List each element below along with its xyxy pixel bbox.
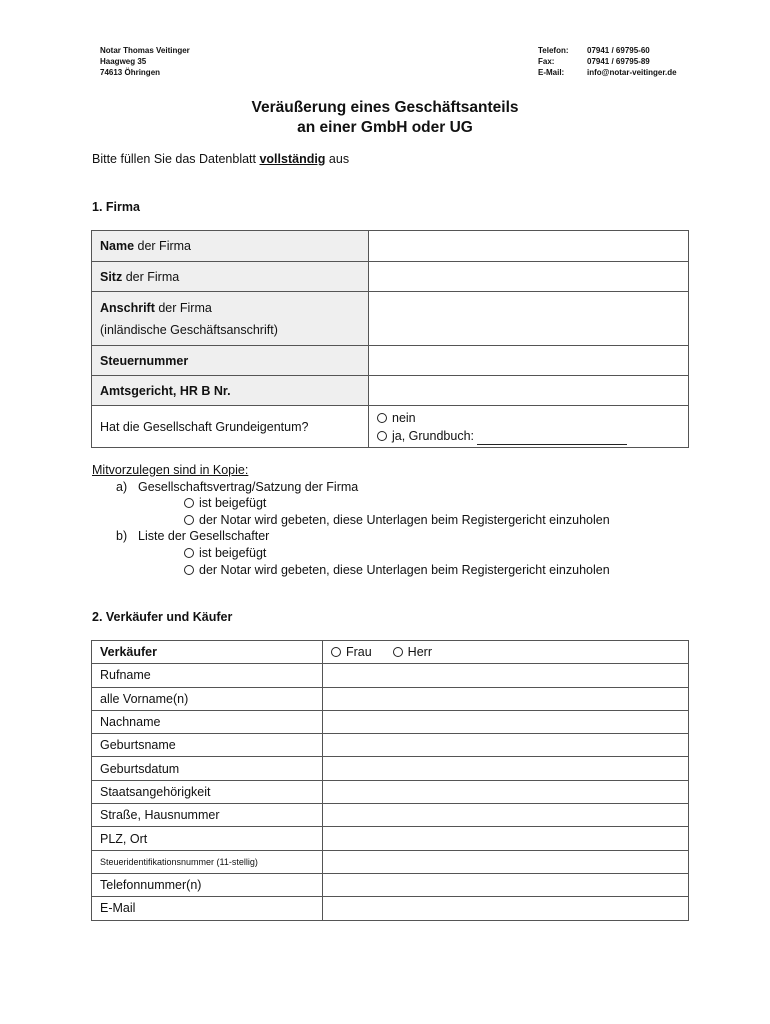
radio-herr[interactable]: Herr <box>393 645 432 659</box>
seller-table <box>91 640 689 921</box>
salutation-options <box>323 641 689 664</box>
table-row <box>92 827 689 850</box>
field-input[interactable] <box>323 827 689 850</box>
table-row <box>92 346 689 376</box>
radio-grund-ja[interactable]: ja, Grundbuch: <box>377 427 680 445</box>
intro-text: Bitte füllen Sie das Datenblatt vollständig aus <box>92 152 350 166</box>
table-row <box>92 641 689 664</box>
firma-steuernummer-label: Steuernummer <box>92 346 369 376</box>
radio-circle-icon[interactable] <box>184 515 194 525</box>
table-row <box>92 897 689 920</box>
firma-amtsgericht-field[interactable] <box>369 376 689 406</box>
grundbuch-blank-line[interactable] <box>477 433 627 445</box>
field-input[interactable] <box>323 804 689 827</box>
field-input[interactable] <box>323 710 689 733</box>
contact-phone: Telefon: 07941 / 69795-60 <box>538 46 650 55</box>
radio-circle-icon[interactable] <box>184 565 194 575</box>
firma-name-field[interactable] <box>369 231 689 262</box>
firma-sitz-label: Sitz der Firma <box>92 262 369 292</box>
radio-grund-nein[interactable]: nein <box>377 409 680 427</box>
table-row <box>92 664 689 687</box>
field-label: E-Mail <box>92 897 323 920</box>
field-input[interactable] <box>323 897 689 920</box>
field-label: Geburtsname <box>92 734 323 757</box>
table-row <box>92 734 689 757</box>
radio-frau[interactable]: Frau <box>331 645 372 659</box>
table-row <box>92 262 689 292</box>
firma-steuernummer-field[interactable] <box>369 346 689 376</box>
radio-a-notar[interactable]: der Notar wird gebeten, diese Unterlagen beim Registergericht einzuholen <box>92 512 610 529</box>
field-label: Staatsangehörigkeit <box>92 780 323 803</box>
field-input[interactable] <box>323 664 689 687</box>
notary-address <box>100 45 190 78</box>
field-input[interactable] <box>323 757 689 780</box>
field-label: Steueridentifikationsnummer (11-stellig) <box>92 850 323 873</box>
radio-b-attached[interactable]: ist beigefügt <box>92 545 610 562</box>
page-title: Veräußerung eines Geschäftsanteils <box>251 99 519 116</box>
contact-fax: Fax: 07941 / 69795-89 <box>538 57 650 66</box>
list-item: a) Gesellschaftsvertrag/Satzung der Firma <box>116 479 359 494</box>
table-row <box>92 780 689 803</box>
section-heading-parties: 2. Verkäufer und Käufer <box>92 610 233 624</box>
notary-city: 74613 Öhringen <box>100 68 161 77</box>
field-label: Telefonnummer(n) <box>92 873 323 896</box>
firma-grundeigentum-options <box>369 406 689 448</box>
list-item: b) Liste der Gesellschafter <box>116 529 270 544</box>
table-row <box>92 292 689 346</box>
table-row <box>92 406 689 448</box>
field-label: Geburtsdatum <box>92 757 323 780</box>
field-input[interactable] <box>323 780 689 803</box>
radio-circle-icon[interactable] <box>184 498 194 508</box>
page-subtitle: an einer GmbH oder UG <box>297 119 473 136</box>
firma-anschrift-label: Anschrift der Firma (inländische Geschäftsanschrift) <box>92 292 369 346</box>
radio-circle-icon[interactable] <box>393 647 403 657</box>
field-label: Rufname <box>92 664 323 687</box>
field-input[interactable] <box>323 850 689 873</box>
firma-amtsgericht-label: Amtsgericht, HR B Nr. <box>92 376 369 406</box>
field-label: Straße, Hausnummer <box>92 804 323 827</box>
radio-circle-icon[interactable] <box>377 413 387 423</box>
notary-contact <box>538 45 677 78</box>
radio-b-notar[interactable]: der Notar wird gebeten, diese Unterlagen beim Registergericht einzuholen <box>92 562 610 579</box>
firma-grundeigentum-label: Hat die Gesellschaft Grundeigentum? <box>92 406 369 448</box>
seller-label: Verkäufer <box>92 641 323 664</box>
field-input[interactable] <box>323 873 689 896</box>
radio-a-attached[interactable]: ist beigefügt <box>92 495 610 512</box>
intro-emphasis: vollständig <box>259 152 326 166</box>
field-label: alle Vorname(n) <box>92 687 323 710</box>
notary-street: Haagweg 35 <box>100 57 147 66</box>
kopie-heading: Mitvorzulegen sind in Kopie: <box>92 463 249 477</box>
table-row <box>92 873 689 896</box>
field-label: PLZ, Ort <box>92 827 323 850</box>
field-label: Nachname <box>92 710 323 733</box>
table-row <box>92 850 689 873</box>
radio-circle-icon[interactable] <box>377 431 387 441</box>
firma-name-label: Name der Firma <box>92 231 369 262</box>
contact-email: E-Mail: info@notar-veitinger.de <box>538 68 677 77</box>
firma-sitz-field[interactable] <box>369 262 689 292</box>
table-row <box>92 231 689 262</box>
firma-table <box>91 230 689 448</box>
radio-circle-icon[interactable] <box>331 647 341 657</box>
field-input[interactable] <box>323 734 689 757</box>
table-row <box>92 757 689 780</box>
notary-name: Notar Thomas Veitinger <box>100 46 190 55</box>
kopie-list <box>92 462 610 578</box>
table-row <box>92 687 689 710</box>
radio-circle-icon[interactable] <box>184 548 194 558</box>
table-row <box>92 804 689 827</box>
section-heading-firma: 1. Firma <box>92 200 140 214</box>
table-row <box>92 710 689 733</box>
table-row <box>92 376 689 406</box>
field-input[interactable] <box>323 687 689 710</box>
firma-anschrift-field[interactable] <box>369 292 689 346</box>
